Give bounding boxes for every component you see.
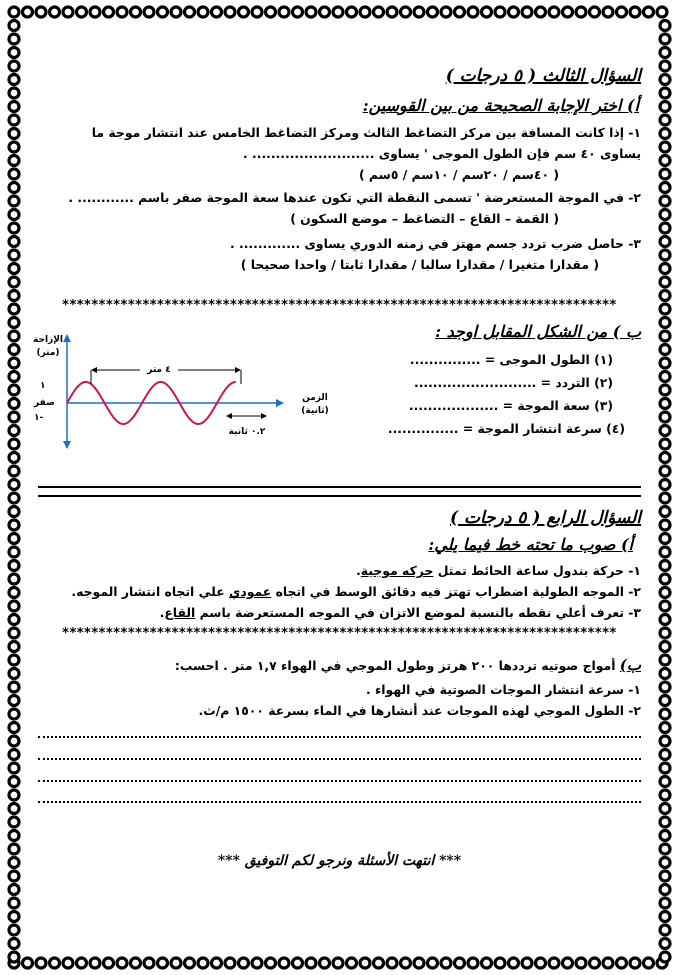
border-circle — [9, 331, 19, 341]
border-circle — [252, 958, 262, 968]
border-circle — [77, 958, 87, 968]
border-circle — [9, 709, 19, 719]
border-circle — [660, 682, 670, 692]
border-circle — [9, 75, 19, 85]
border-circle — [9, 817, 19, 827]
border-circle — [660, 628, 670, 638]
border-circle — [266, 958, 276, 968]
border-circle — [660, 925, 670, 935]
border-circle — [590, 958, 600, 968]
border-circle — [9, 885, 19, 895]
q3-item3-line1: ٣- حاصل ضرب تردد جسم مهتز في زمنه الدوري يساوى ............. . — [229, 236, 641, 251]
border-circle — [9, 34, 19, 44]
border-circle — [9, 426, 19, 436]
border-circle — [9, 385, 19, 395]
border-circle — [536, 958, 546, 968]
border-circle — [9, 21, 19, 31]
border-circle — [576, 7, 586, 17]
wavelength-arrow-head-left — [91, 367, 97, 373]
y-axis-arrow-down — [63, 441, 71, 449]
border-circle — [660, 493, 670, 503]
border-circle — [36, 7, 46, 17]
border-circle — [266, 7, 276, 17]
border-circle — [536, 7, 546, 17]
border-circle — [9, 723, 19, 733]
border-circle — [9, 547, 19, 557]
border-circle — [660, 615, 670, 625]
border-circle — [660, 210, 670, 220]
border-circle — [563, 958, 573, 968]
border-circle — [660, 237, 670, 247]
border-circle — [9, 750, 19, 760]
border-circle — [660, 183, 670, 193]
border-circle — [414, 958, 424, 968]
border-circle — [9, 291, 19, 301]
border-circle — [9, 736, 19, 746]
border-circle — [9, 250, 19, 260]
border-circle — [630, 958, 640, 968]
border-circle — [9, 912, 19, 922]
border-circle — [660, 318, 670, 328]
y-axis-arrow-up — [63, 334, 71, 342]
border-circle — [660, 736, 670, 746]
border-circle — [374, 958, 384, 968]
border-circle — [9, 304, 19, 314]
q3-b-item1: (١) الطول الموجى = ............... — [409, 352, 613, 367]
border-circle — [660, 61, 670, 71]
q3-title: السؤال الثالث ( ٥ درجات ) — [445, 66, 641, 86]
border-circle — [660, 696, 670, 706]
wave-figure — [30, 328, 360, 450]
q3-item3-choices: ( مقدارا متغيرا / مقدارا سالبا / مقدارا ثابتا / واحدا صحيحا ) — [240, 257, 599, 272]
border-circle — [660, 534, 670, 544]
border-circle — [9, 453, 19, 463]
border-circle — [23, 7, 33, 17]
border-circle — [9, 574, 19, 584]
border-circle — [660, 466, 670, 476]
border-circle — [9, 804, 19, 814]
border-circle — [660, 385, 670, 395]
border-circle — [660, 439, 670, 449]
border-circle — [660, 912, 670, 922]
border-circle — [660, 102, 670, 112]
q3-part-a-title: أ) اختر الإجابة الصحيحة من بين القوسين: — [362, 96, 639, 115]
tick-plus-one: ١ — [40, 381, 46, 391]
q3-item1-line1: ١- إذا كانت المسافة بين مركز التضاغط الثالث ومركز التضاغط الخامس عند انتشار موجة ما — [91, 125, 641, 140]
q4-part-b-label: ب) — [619, 656, 641, 674]
border-circle — [9, 831, 19, 841]
x-axis-arrow — [276, 399, 284, 407]
border-circle — [660, 507, 670, 517]
border-circle — [617, 7, 627, 17]
border-circle — [360, 958, 370, 968]
border-circle — [660, 817, 670, 827]
border-circle — [660, 169, 670, 179]
border-circle — [563, 7, 573, 17]
border-circle — [495, 958, 505, 968]
q4-a-item1: ١- حركة بندول ساعة الحائط تمثل حركه موجية. — [356, 563, 641, 578]
border-circle — [185, 7, 195, 17]
border-circle — [23, 958, 33, 968]
q4-a-item1-underlined: حركه موجية — [360, 563, 434, 578]
border-circle — [9, 412, 19, 422]
border-circle — [171, 958, 181, 968]
border-circle — [509, 958, 519, 968]
border-circle — [660, 750, 670, 760]
border-circle — [401, 958, 411, 968]
border-circle — [660, 156, 670, 166]
border-circle — [9, 142, 19, 152]
border-circle — [9, 520, 19, 530]
border-circle — [455, 958, 465, 968]
border-circle — [347, 958, 357, 968]
border-circle — [660, 763, 670, 773]
border-circle — [660, 48, 670, 58]
y-axis-label: الإزاحة — [33, 335, 63, 345]
border-circle — [9, 196, 19, 206]
border-circle — [9, 102, 19, 112]
border-circle — [660, 574, 670, 584]
border-circle — [50, 958, 60, 968]
border-circle — [9, 588, 19, 598]
border-circle — [158, 7, 168, 17]
border-circle — [495, 7, 505, 17]
border-circle — [482, 7, 492, 17]
border-circle — [660, 291, 670, 301]
tick-zero: صفر — [34, 398, 55, 408]
border-circle — [9, 628, 19, 638]
border-circle — [660, 601, 670, 611]
border-circle — [9, 925, 19, 935]
wavelength-label: ٤ متر — [147, 365, 171, 375]
border-circle — [9, 223, 19, 233]
border-circle — [590, 7, 600, 17]
border-circle — [225, 7, 235, 17]
border-circle — [660, 304, 670, 314]
y-axis-unit: (متر) — [36, 348, 60, 358]
border-circle — [374, 7, 384, 17]
answer-line-1 — [38, 736, 641, 738]
x-axis-unit: (ثانية) — [301, 406, 329, 416]
border-circle — [441, 958, 451, 968]
border-circle — [90, 7, 100, 17]
border-circle — [252, 7, 262, 17]
q4-a-item2: ٢- الموجه الطولية اضطراب تهتز فيه دقائق الوسط في اتجاه عمودي علي اتجاه انتشار الموجه. — [71, 584, 641, 599]
q4-title: السؤال الرابع ( ٥ درجات ) — [449, 508, 641, 528]
q3-item2-choices: ( القمة – القاع – التضاغط – موضع السكون ) — [290, 211, 559, 226]
border-circle — [9, 372, 19, 382]
border-circle — [549, 7, 559, 17]
border-circle — [90, 958, 100, 968]
answer-line-2 — [38, 758, 641, 760]
border-circle — [660, 115, 670, 125]
border-circle — [9, 615, 19, 625]
border-circle — [660, 142, 670, 152]
border-circle — [225, 958, 235, 968]
border-circle — [522, 7, 532, 17]
border-circle — [660, 264, 670, 274]
answer-line-4 — [38, 801, 641, 803]
border-circle — [185, 958, 195, 968]
border-circle — [660, 480, 670, 490]
border-circle — [9, 88, 19, 98]
border-circle — [333, 958, 343, 968]
border-circle — [212, 958, 222, 968]
border-circle — [387, 7, 397, 17]
tick-minus-one: ١- — [34, 413, 44, 423]
border-circle — [9, 466, 19, 476]
border-circle — [9, 399, 19, 409]
border-circle — [36, 958, 46, 968]
border-circle — [63, 958, 73, 968]
q4-part-a-title: أ) صوب ما تحته خط فيما يلي: — [428, 535, 633, 554]
border-circle — [644, 958, 654, 968]
q3-b-item2: (٢) التردد = .......................... — [413, 375, 613, 390]
time-arrow-head-left — [226, 413, 232, 419]
border-circle — [9, 601, 19, 611]
border-circle — [660, 21, 670, 31]
border-circle — [660, 709, 670, 719]
border-circle — [9, 237, 19, 247]
border-circle — [279, 7, 289, 17]
border-circle — [9, 277, 19, 287]
q4-a-item3: ٣- تعرف أعلي نقطه بالنسبة لموضع الاتزان في الموجه المستعرضة باسم القاع. — [159, 605, 641, 620]
border-circle — [428, 7, 438, 17]
border-circle — [9, 642, 19, 652]
border-circle — [9, 493, 19, 503]
border-circle — [660, 723, 670, 733]
border-circle — [660, 372, 670, 382]
border-circle — [9, 655, 19, 665]
border-circle — [63, 7, 73, 17]
star-separator-2: **************************************************************************** — [62, 626, 617, 641]
time-label: ٠.٢ ثانية — [228, 427, 266, 437]
border-circle — [212, 7, 222, 17]
q4-a-item3-underlined: القاع — [164, 605, 196, 620]
border-circle — [660, 412, 670, 422]
border-circle — [468, 7, 478, 17]
q4-a-item2-underlined: عمودي — [229, 584, 272, 599]
border-circle — [9, 871, 19, 881]
border-circle — [660, 520, 670, 530]
border-circle — [660, 871, 670, 881]
border-circle — [9, 156, 19, 166]
answer-line-3 — [38, 780, 641, 782]
border-circle — [660, 952, 670, 962]
border-circle — [660, 588, 670, 598]
border-circle — [657, 7, 667, 17]
border-circle — [293, 958, 303, 968]
wavelength-arrow-head-right — [235, 367, 241, 373]
border-circle — [660, 547, 670, 557]
border-circle — [50, 7, 60, 17]
border-circle — [660, 790, 670, 800]
border-circle — [9, 507, 19, 517]
border-circle — [9, 682, 19, 692]
border-circle — [509, 7, 519, 17]
border-circle — [9, 7, 19, 17]
border-circle — [522, 958, 532, 968]
border-circle — [198, 958, 208, 968]
border-circle — [9, 790, 19, 800]
border-circle — [660, 34, 670, 44]
closing-message: *** انتهت الأسئلة ونرجو لكم التوفيق *** — [217, 853, 462, 869]
border-circle — [77, 7, 87, 17]
border-circle — [239, 958, 249, 968]
border-circle — [660, 88, 670, 98]
border-circle — [117, 958, 127, 968]
border-circle — [360, 7, 370, 17]
border-circle — [9, 61, 19, 71]
border-circle — [468, 958, 478, 968]
border-circle — [660, 196, 670, 206]
border-circle — [131, 958, 141, 968]
border-circle — [293, 7, 303, 17]
border-circle — [576, 958, 586, 968]
q3-item2-line1: ٢- في الموجة المستعرضة ' تسمى النقطة التي تكون عندها سعة الموجة صفر باسم ............ . — [68, 190, 641, 205]
border-circle — [279, 958, 289, 968]
border-circle — [660, 898, 670, 908]
q4-b-intro: ب) أمواج صوتيه ترددها ٢٠٠ هرتز وطول الموجي في الهواء ١,٧ متر . احسب: — [174, 656, 641, 674]
border-circle — [9, 669, 19, 679]
border-circle — [9, 345, 19, 355]
border-circle — [660, 129, 670, 139]
border-circle — [401, 7, 411, 17]
border-circle — [660, 669, 670, 679]
border-circle — [198, 7, 208, 17]
border-circle — [644, 7, 654, 17]
border-circle — [617, 958, 627, 968]
q3-part-b-title: ب ) من الشكل المقابل اوجد : — [435, 322, 641, 341]
border-circle — [660, 399, 670, 409]
border-circle — [660, 561, 670, 571]
q4-b-item2: ٢- الطول الموجي لهذه الموجات عند أنشارها في الماء بسرعة ١٥٠٠ م/ث. — [198, 703, 641, 718]
border-circle — [9, 210, 19, 220]
border-circle — [9, 48, 19, 58]
border-circle — [333, 7, 343, 17]
double-line-separator — [38, 486, 641, 497]
border-circle — [144, 7, 154, 17]
border-circle — [239, 7, 249, 17]
border-circle — [660, 453, 670, 463]
border-circle — [387, 958, 397, 968]
border-circle — [320, 7, 330, 17]
q4-b-item1: ١- سرعة انتشار الموجات الصوتية في الهواء . — [365, 682, 641, 697]
border-circle — [441, 7, 451, 17]
border-circle — [660, 939, 670, 949]
border-circle — [104, 7, 114, 17]
border-circle — [9, 129, 19, 139]
border-circle — [104, 958, 114, 968]
border-circle — [171, 7, 181, 17]
border-circle — [549, 958, 559, 968]
border-circle — [9, 183, 19, 193]
border-circle — [630, 7, 640, 17]
border-circle — [9, 777, 19, 787]
border-circle — [158, 958, 168, 968]
q3-b-item4: (٤) سرعة انتشار الموجة = ............... — [387, 421, 625, 436]
border-circle — [603, 958, 613, 968]
border-circle — [9, 939, 19, 949]
border-circle — [660, 655, 670, 665]
border-circle — [306, 7, 316, 17]
border-circle — [660, 331, 670, 341]
border-circle — [117, 7, 127, 17]
border-circle — [9, 169, 19, 179]
border-circle — [428, 958, 438, 968]
border-circle — [660, 250, 670, 260]
q3-item1-choices: ( ٤٠سم / ٢٠سم / ١٠سم / ٥سم ) — [358, 167, 559, 182]
border-circle — [660, 804, 670, 814]
border-circle — [306, 958, 316, 968]
q3-b-item3: (٣) سعة الموجة = ................... — [408, 398, 613, 413]
border-circle — [660, 358, 670, 368]
border-circle — [660, 831, 670, 841]
border-circle — [660, 277, 670, 287]
border-circle — [482, 958, 492, 968]
border-circle — [9, 318, 19, 328]
border-circle — [9, 952, 19, 962]
star-separator: **************************************************************************** — [62, 298, 617, 313]
border-circle — [660, 885, 670, 895]
border-circle — [660, 426, 670, 436]
border-circle — [9, 696, 19, 706]
border-circle — [9, 898, 19, 908]
border-circle — [660, 75, 670, 85]
x-axis-label: الزمن — [302, 393, 328, 403]
border-circle — [660, 642, 670, 652]
border-circle — [9, 264, 19, 274]
border-circle — [9, 561, 19, 571]
border-circle — [9, 763, 19, 773]
border-circle — [9, 358, 19, 368]
border-circle — [414, 7, 424, 17]
border-circle — [144, 958, 154, 968]
border-circle — [660, 223, 670, 233]
border-circle — [9, 439, 19, 449]
border-circle — [9, 534, 19, 544]
border-circle — [9, 480, 19, 490]
border-circle — [131, 7, 141, 17]
border-circle — [603, 7, 613, 17]
border-circle — [660, 777, 670, 787]
border-circle — [455, 7, 465, 17]
border-circle — [660, 345, 670, 355]
time-arrow-head-right — [261, 413, 267, 419]
border-circle — [9, 115, 19, 125]
border-circle — [347, 7, 357, 17]
q3-item1-line2: يساوى ٤٠ سم فإن الطول الموجى ' يساوى .......................... . — [243, 146, 641, 161]
border-circle — [320, 958, 330, 968]
